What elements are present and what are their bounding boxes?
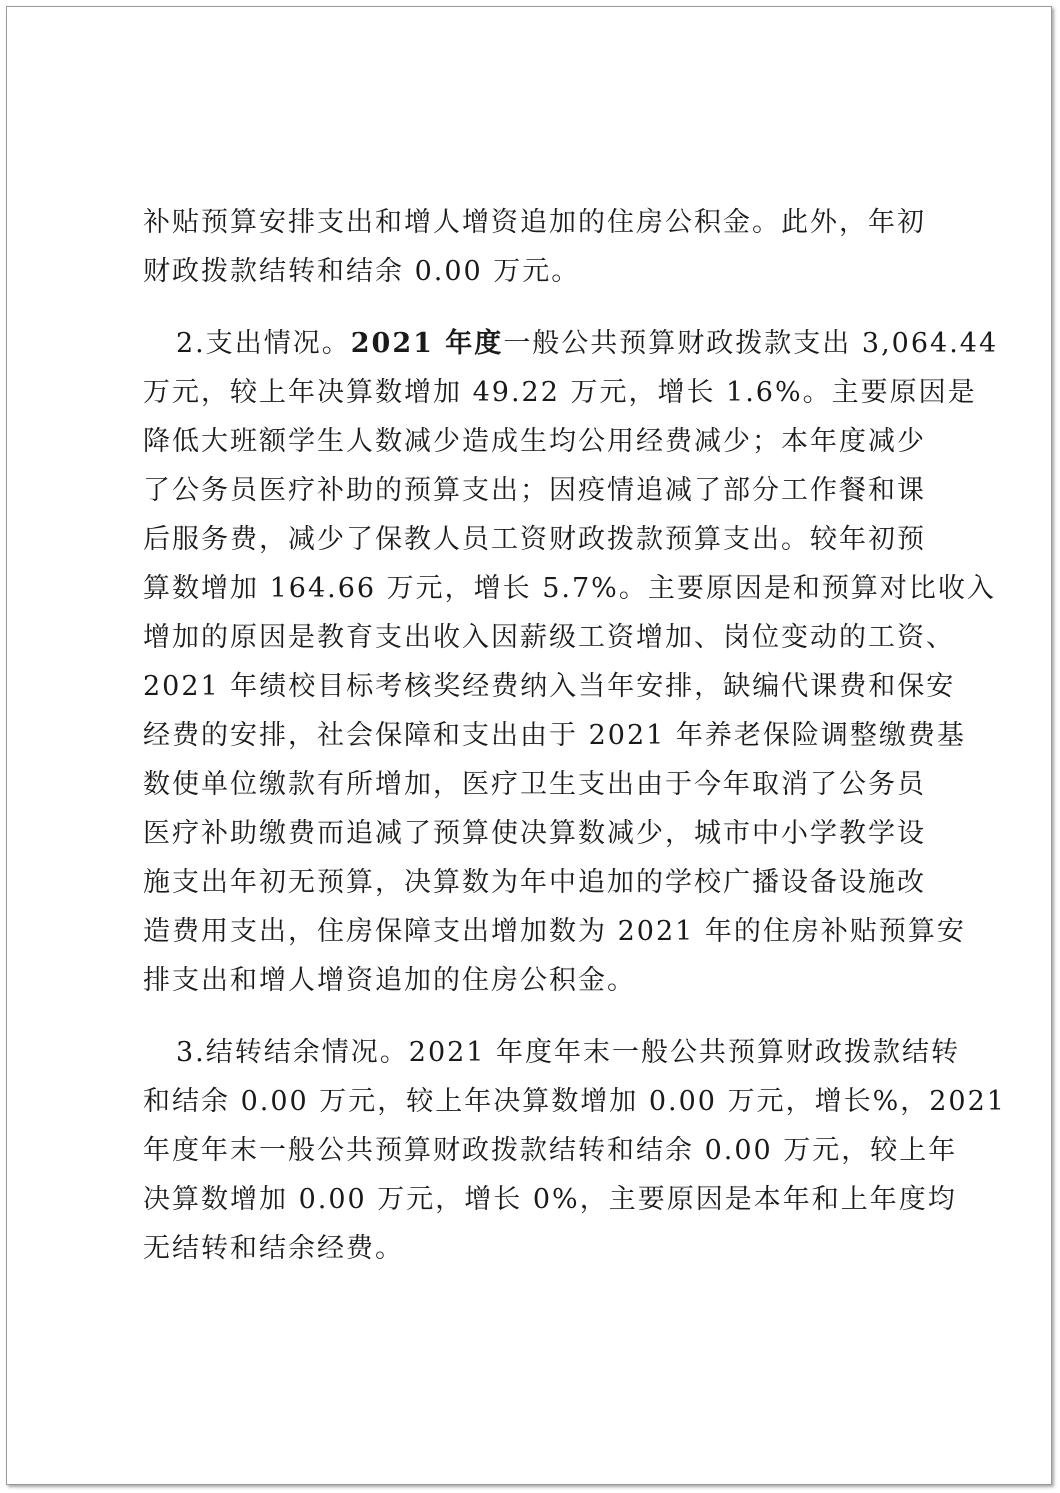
text-line: 降低大班额学生人数减少造成生均公用经费减少；本年度减少 (143, 426, 926, 457)
text-line: 无结转和结余经费。 (143, 1233, 404, 1264)
paragraph-first-line (143, 319, 999, 368)
text-line: 了公务员医疗补助的预算支出；因疫情追减了部分工作餐和课 (143, 475, 926, 506)
text-line: 后服务费，减少了保教人员工资财政拨款预算支出。较年初预 (143, 524, 926, 555)
text-line: 年度年末一般公共预算财政拨款结转和结余 0.00 万元，较上年 (143, 1135, 958, 1166)
text-line: 万元，较上年决算数增加 49.22 万元，增长 1.6%。主要原因是 (143, 377, 977, 408)
text-line: 财政拨款结转和结余 0.00 万元。 (143, 256, 581, 287)
text-line: 算数增加 164.66 万元，增长 5.7%。主要原因是和预算对比收入 (143, 573, 996, 604)
text-line: 增加的原因是教育支出收入因薪级工资增加、岗位变动的工资、 (143, 622, 955, 653)
text-line: 医疗补助缴费而追减了预算使决算数减少，城市中小学教学设 (143, 818, 926, 849)
document-body (143, 198, 1006, 1273)
text-line: 决算数增加 0.00 万元，增长 0%，主要原因是本年和上年度均 (143, 1184, 957, 1215)
section-number-heading: 2.支出情况。 (176, 328, 351, 359)
paragraph-first-line: 3.结转结余情况。2021 年度年末一般公共预算财政拨款结转 (176, 1037, 961, 1068)
text-line: 排支出和增人增资追加的住房公积金。 (143, 965, 636, 996)
paragraph-carryover (143, 1028, 1006, 1273)
text-line: 施支出年初无预算，决算数为年中追加的学校广播设备设施改 (143, 867, 926, 898)
text-run: 一般公共预算财政拨款支出 3,064.44 (503, 328, 999, 359)
paragraph-continuation (143, 198, 943, 296)
bold-year-label: 2021 年度 (350, 328, 504, 359)
text-line: 造费用支出，住房保障支出增加数为 2021 年的住房补贴预算安 (143, 916, 966, 947)
text-line: 补贴预算安排支出和增人增资追加的住房公积金。此外，年初 (143, 207, 926, 238)
text-line: 数使单位缴款有所增加，医疗卫生支出由于今年取消了公务员 (143, 769, 926, 800)
paragraph-expenditure (143, 319, 999, 1005)
text-line: 和结余 0.00 万元，较上年决算数增加 0.00 万元，增长%，2021 (143, 1086, 1006, 1117)
text-line: 经费的安排，社会保障和支出由于 2021 年养老保险调整缴费基 (143, 720, 966, 751)
text-line: 2021 年绩校目标考核奖经费纳入当年安排，缺编代课费和保安 (143, 671, 956, 702)
